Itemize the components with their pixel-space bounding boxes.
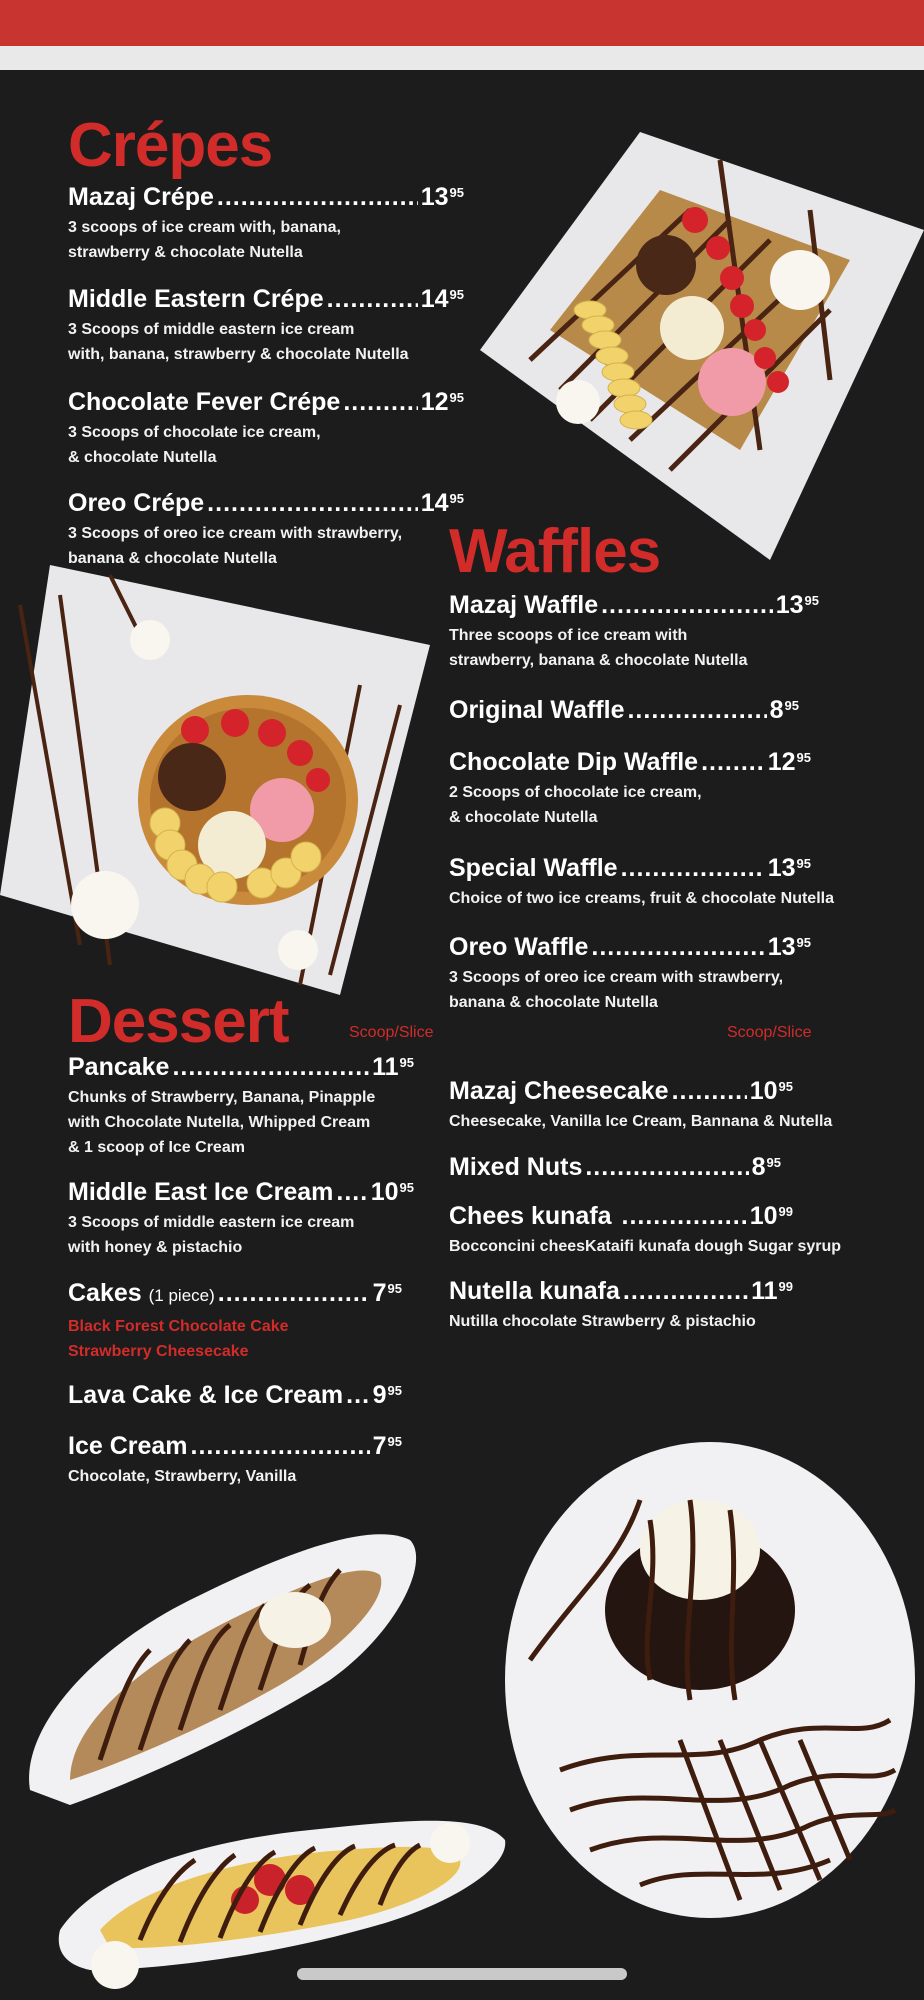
home-indicator[interactable] bbox=[297, 1968, 627, 1980]
item-name-suffix: (1 piece) bbox=[148, 1286, 215, 1305]
item-price: $13^{95}$ bbox=[775, 591, 819, 619]
item-price: $13^{95}$ bbox=[767, 933, 811, 961]
item-description: 3 Scoops of oreo ice cream with strawberry, banana & chocolate Nutella bbox=[68, 525, 403, 567]
leader-dots bbox=[585, 1152, 748, 1182]
item-price: $12^{95}$ bbox=[420, 388, 464, 416]
item-price: $11^{99}$ bbox=[751, 1277, 793, 1305]
menu-item-nutella-kunafa bbox=[449, 1276, 793, 1334]
leader-dots bbox=[218, 1278, 370, 1308]
item-name: Chocolate Fever Crépe bbox=[68, 388, 341, 416]
dessert-heading: Dessert bbox=[68, 987, 289, 1056]
menu-item-mazaj-waffle bbox=[449, 590, 819, 673]
item-name: Oreo Crépe bbox=[68, 489, 205, 517]
item-name: Oreo Waffle bbox=[449, 933, 589, 961]
leader-dots bbox=[336, 1177, 367, 1207]
item-description: 3 Scoops of chocolate ice cream, & chocolate Nutella bbox=[68, 424, 321, 466]
menu-item-chocolate-fever-crepe bbox=[68, 387, 464, 470]
item-name: Mixed Nuts bbox=[449, 1153, 583, 1181]
menu-item-middle-east-ice-cream bbox=[68, 1177, 414, 1260]
leader-dots bbox=[627, 695, 766, 725]
menu-board bbox=[0, 70, 924, 2000]
top-separator bbox=[0, 46, 924, 70]
top-brand-bar bbox=[0, 0, 924, 46]
item-description: Bocconcini cheesKataifi kunafa dough Sugar syrup bbox=[449, 1238, 842, 1255]
leader-dots bbox=[701, 747, 765, 777]
leader-dots bbox=[207, 488, 418, 518]
item-price: $13^{95}$ bbox=[420, 183, 464, 211]
menu-item-mazaj-cheesecake bbox=[449, 1076, 833, 1134]
item-price: $8^{95}$ bbox=[751, 1153, 781, 1181]
item-name: Original Waffle bbox=[449, 696, 625, 724]
item-price: $10^{95}$ bbox=[370, 1178, 414, 1206]
item-name: Lava Cake & Ice Cream bbox=[68, 1381, 344, 1409]
item-description: 2 Scoops of chocolate ice cream, & chocolate Nutella bbox=[449, 784, 702, 826]
item-price: $12^{95}$ bbox=[767, 748, 811, 776]
item-name: Chocolate Dip Waffle bbox=[449, 748, 699, 776]
item-description: Chunks of Strawberry, Banana, Pinapple with Chocolate Nutella, Whipped Cream & 1 scoop of Ice Cream bbox=[68, 1089, 376, 1156]
leader-dots bbox=[623, 1276, 748, 1306]
item-price: $11^{95}$ bbox=[372, 1053, 414, 1081]
item-description: Three scoops of ice cream with strawberry, banana & chocolate Nutella bbox=[449, 627, 748, 669]
crepes-heading: Crépes bbox=[68, 111, 273, 180]
menu-item-pancake bbox=[68, 1052, 414, 1160]
item-name: Pancake bbox=[68, 1053, 170, 1081]
menu-item-original-waffle bbox=[449, 695, 799, 725]
item-price: $7^{95}$ bbox=[372, 1432, 402, 1460]
leader-dots bbox=[327, 284, 418, 314]
item-name: Ice Cream bbox=[68, 1432, 188, 1460]
leader-dots bbox=[343, 387, 417, 417]
lava-cake-photo bbox=[500, 1440, 920, 1950]
item-description: Choice of two ice creams, fruit & chocolate Nutella bbox=[449, 890, 834, 907]
item-price: $9^{95}$ bbox=[372, 1381, 402, 1409]
waffle-plate-photo bbox=[0, 565, 440, 995]
scoop-slice-label-left: Scoop/Slice bbox=[349, 1024, 434, 1041]
item-name: Middle Eastern Crépe bbox=[68, 285, 324, 313]
menu-item-mixed-nuts bbox=[449, 1152, 781, 1182]
menu-item-mazaj-crepe bbox=[68, 182, 464, 265]
item-name: Mazaj Waffle bbox=[449, 591, 599, 619]
banana-split-photo bbox=[10, 1460, 510, 2000]
menu-item-lava-cake bbox=[68, 1380, 402, 1410]
item-name: Nutella kunafa bbox=[449, 1277, 620, 1305]
item-price: $14^{95}$ bbox=[420, 489, 464, 517]
menu-item-special-waffle bbox=[449, 853, 834, 911]
scoop-slice-label-right: Scoop/Slice bbox=[727, 1024, 812, 1041]
item-description: Nutilla chocolate Strawberry & pistachio bbox=[449, 1313, 756, 1330]
menu-item-cakes bbox=[68, 1278, 402, 1364]
menu-item-oreo-crepe bbox=[68, 488, 464, 571]
item-description: 3 Scoops of oreo ice cream with strawberry, banana & chocolate Nutella bbox=[449, 969, 784, 1011]
leader-dots bbox=[621, 853, 765, 883]
item-name: Special Waffle bbox=[449, 854, 618, 882]
menu-item-ice-cream bbox=[68, 1431, 402, 1489]
menu-item-middle-eastern-crepe bbox=[68, 284, 464, 367]
item-name: Chees kunafa bbox=[449, 1202, 619, 1230]
item-price: $8^{95}$ bbox=[769, 696, 799, 724]
item-name: Mazaj Crépe bbox=[68, 183, 214, 211]
leader-dots bbox=[622, 1201, 747, 1231]
item-variants: Black Forest Chocolate Cake Strawberry Cheesecake bbox=[68, 1318, 289, 1360]
leader-dots bbox=[191, 1431, 370, 1461]
item-price: $10^{95}$ bbox=[749, 1077, 793, 1105]
item-description: Chocolate, Strawberry, Vanilla bbox=[68, 1468, 297, 1485]
item-name: Cakes (1 piece) bbox=[68, 1279, 215, 1307]
menu-item-chees-kunafa bbox=[449, 1201, 842, 1259]
item-description: Cheesecake, Vanilla Ice Cream, Bannana & Nutella bbox=[449, 1113, 833, 1130]
item-price: $14^{95}$ bbox=[420, 285, 464, 313]
item-name: Mazaj Cheesecake bbox=[449, 1077, 669, 1105]
crepe-plate-photo bbox=[470, 120, 924, 560]
item-price: $10^{99}$ bbox=[749, 1202, 793, 1230]
leader-dots bbox=[346, 1380, 369, 1410]
item-description: 3 Scoops of middle eastern ice cream with, banana, strawberry & chocolate Nutella bbox=[68, 321, 409, 363]
item-description: 3 scoops of ice cream with, banana, strawberry & chocolate Nutella bbox=[68, 219, 341, 261]
leader-dots bbox=[217, 182, 418, 212]
waffles-heading: Waffles bbox=[449, 517, 661, 586]
item-price: $7^{95}$ bbox=[372, 1279, 402, 1307]
item-description: 3 Scoops of middle eastern ice cream with honey & pistachio bbox=[68, 1214, 355, 1256]
menu-item-oreo-waffle bbox=[449, 932, 811, 1015]
menu-item-chocolate-dip-waffle bbox=[449, 747, 811, 830]
leader-dots bbox=[672, 1076, 747, 1106]
item-name: Middle East Ice Cream bbox=[68, 1178, 334, 1206]
leader-dots bbox=[172, 1052, 369, 1082]
leader-dots bbox=[591, 932, 764, 962]
leader-dots bbox=[601, 590, 773, 620]
item-price: $13^{95}$ bbox=[767, 854, 811, 882]
